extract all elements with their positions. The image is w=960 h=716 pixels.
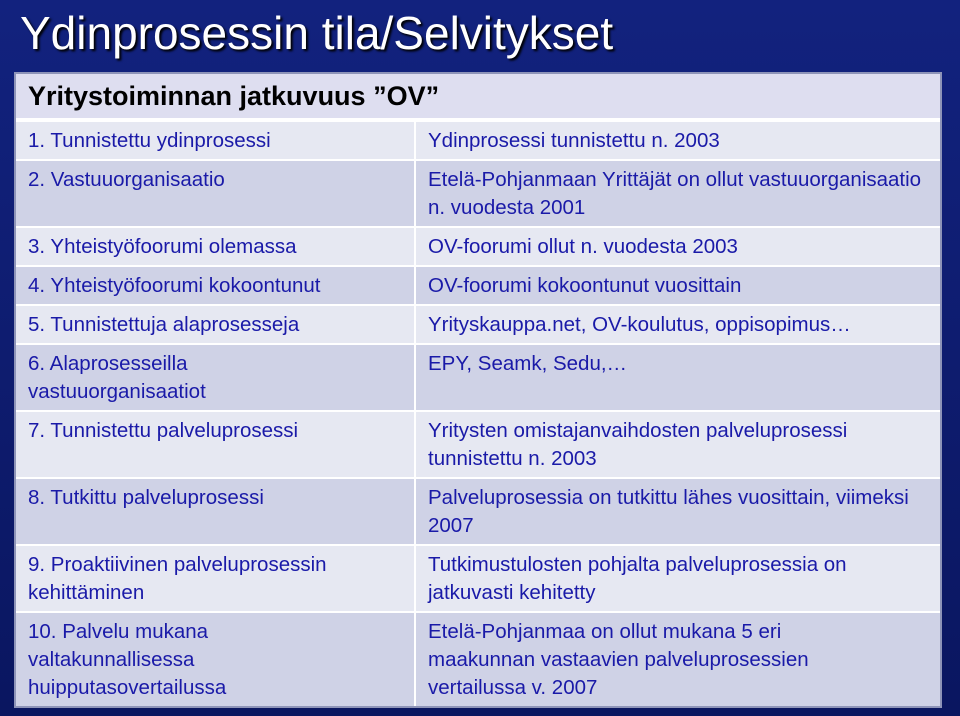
table-row xyxy=(16,343,940,410)
row-criterion: 3. Yhteistyöfoorumi olemassa xyxy=(16,228,416,265)
row-status: Palveluprosessia on tutkittu lähes vuosittain, viimeksi 2007 xyxy=(428,486,909,537)
table-row xyxy=(16,477,940,544)
table-header xyxy=(16,74,940,120)
row-status: Etelä-Pohjanmaan Yrittäjät on ollut vastuuorganisaatio n. vuodesta 2001 xyxy=(428,168,922,219)
row-status: Tutkimustulosten pohjalta palveluprosessia on jatkuvasti kehitetty xyxy=(428,553,847,604)
row-status: Yrityskauppa.net, OV-koulutus, oppisopimus… xyxy=(428,313,851,336)
row-status: Etelä-Pohjanmaa on ollut mukana 5 eri maakunnan vastaavien palveluprosessien vertailussa v. 2007 xyxy=(428,620,809,699)
row-criterion: 1. Tunnistettu ydinprosessi xyxy=(16,122,416,159)
row-criterion: 6. Alaprosesseilla vastuuorganisaatiot xyxy=(16,345,416,410)
table-row xyxy=(16,226,940,265)
row-status: OV-foorumi kokoontunut vuosittain xyxy=(428,274,742,297)
table-row xyxy=(16,611,940,706)
row-criterion: 2. Vastuuorganisaatio xyxy=(16,161,416,226)
slide-title: Ydinprosessin tila/Selvitykset xyxy=(20,7,614,59)
table-row xyxy=(16,159,940,226)
row-status: EPY, Seamk, Sedu,… xyxy=(428,352,628,375)
row-status: Ydinprosessi tunnistettu n. 2003 xyxy=(428,129,720,152)
table-row xyxy=(16,120,940,159)
table-row xyxy=(16,544,940,611)
table-row xyxy=(16,265,940,304)
table-header-label: Yritystoiminnan jatkuvuus ”OV” xyxy=(28,80,440,111)
row-criterion: 5. Tunnistettuja alaprosesseja xyxy=(16,306,416,343)
row-criterion: 10. Palvelu mukana valtakunnallisessa huipputasovertailussa xyxy=(16,613,416,706)
status-table xyxy=(14,72,942,708)
row-criterion: 7. Tunnistettu palveluprosessi xyxy=(16,412,416,477)
row-status: Yritysten omistajanvaihdosten palveluprosessi tunnistettu n. 2003 xyxy=(428,419,848,470)
row-criterion: 4. Yhteistyöfoorumi kokoontunut xyxy=(16,267,416,304)
table-row xyxy=(16,304,940,343)
row-criterion: 8. Tutkittu palveluprosessi xyxy=(16,479,416,544)
row-criterion: 9. Proaktiivinen palveluprosessin kehittäminen xyxy=(16,546,416,611)
row-status: OV-foorumi ollut n. vuodesta 2003 xyxy=(428,235,738,258)
table-row xyxy=(16,410,940,477)
